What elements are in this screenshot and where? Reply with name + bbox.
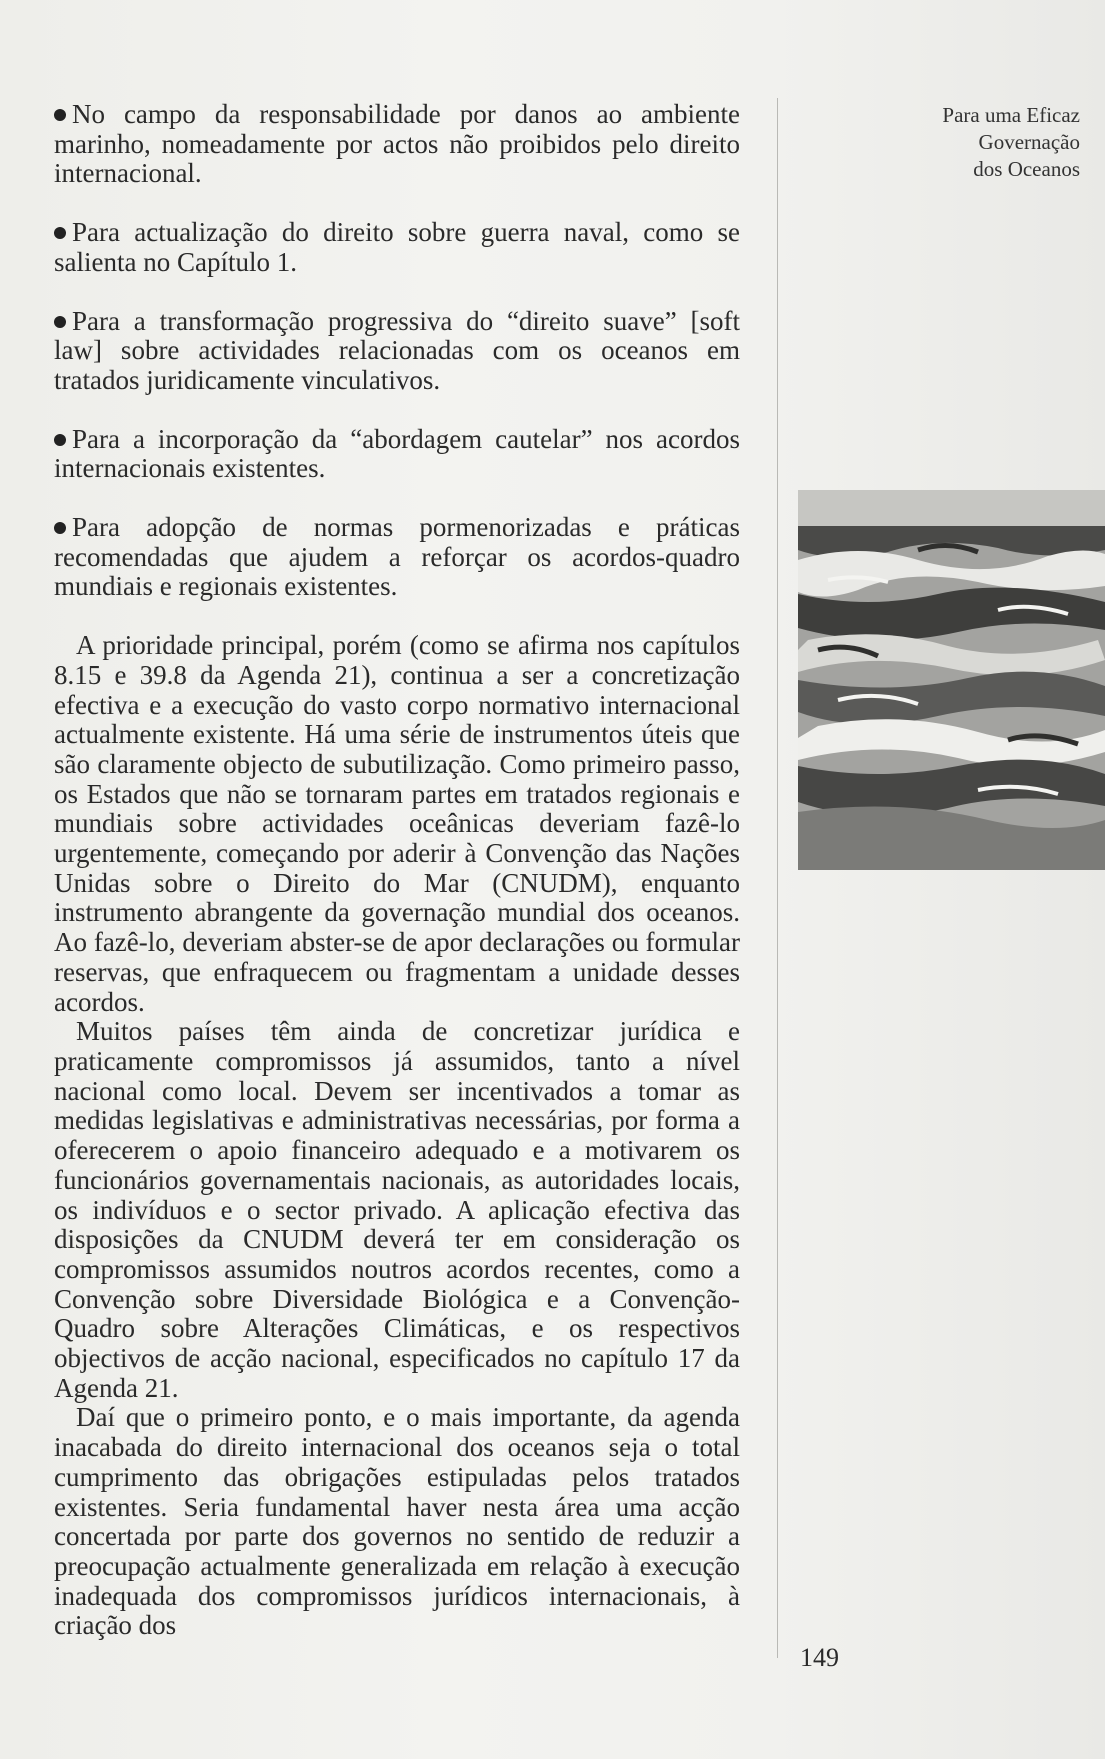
column-divider xyxy=(777,98,778,1658)
running-header xyxy=(900,102,1080,183)
running-header-line: dos Oceanos xyxy=(973,157,1080,181)
bullet-text: Para adopção de normas pormenorizadas e práticas recomendadas que ajudem a reforçar os acordos-quadro mundiais e regionais existentes. xyxy=(54,512,740,602)
body-paragraph: Muitos países têm ainda de concretizar jurídica e praticamente compromissos já assumidos, tanto a nível nacional como local. Devem ser incentivados a tomar as medidas legislativas e administrativas necessárias, por forma a oferecerem o apoio financeiro adequado e a motivarem os funcionários governamentais nacionais, as autoridades locais, os indivíduos e o sector privado. A aplicação efectiva das disposições da CNUDM deverá ter em consideração os compromissos assumidos noutros acordos recentes, como a Convenção sobre Diversidade Biológica e a Convenção-Quadro sobre Alterações Climáticas, e os respectivos objectivos de acção nacional, especificados no capítulo 17 da Agenda 21. xyxy=(54,1016,740,1403)
bullet-icon xyxy=(54,434,66,446)
body-paragraph: Daí que o primeiro ponto, e o mais importante, da agenda inacabada do direito internacional dos oceanos seja o total cumprimento das obrigações estipuladas pelos tratados existentes. Seria fundamental haver nesta área uma acção concertada por parte dos governos no sentido de reduzir a preocupação actualmente generalizada em relação à execução inadequada dos compromissos jurídicos internacionais, à criação dos xyxy=(54,1402,740,1641)
bullet-item xyxy=(54,425,740,484)
bullet-icon xyxy=(54,316,66,328)
main-text-column xyxy=(54,100,740,1641)
bullet-text: Para a transformação progressiva do “direito suave” [soft law] sobre actividades relacionadas com os oceanos em tratados juridicamente vinculativos. xyxy=(54,305,740,395)
page-number: 149 xyxy=(800,1643,839,1672)
bullet-item xyxy=(54,218,740,277)
bullet-icon xyxy=(54,109,66,121)
bullet-icon xyxy=(54,227,66,239)
running-header-line: Governação xyxy=(978,130,1080,154)
bullet-item xyxy=(54,513,740,602)
running-header-line: Para uma Eficaz xyxy=(942,103,1080,127)
bullet-icon xyxy=(54,522,66,534)
bullet-text: Para a incorporação da “abordagem cautelar” nos acordos internacionais existentes. xyxy=(54,423,740,484)
bullet-text: Para actualização do direito sobre guerra naval, como se salienta no Capítulo 1. xyxy=(54,217,740,277)
body-paragraph: A prioridade principal, porém (como se afirma nos capítulos 8.15 e 39.8 da Agenda 21), continua a ser a concretização efectiva e a execução do vasto corpo normativo internacional actualmente existente. Há uma série de instrumentos úteis que são claramente objecto de subutilização. Como primeiro passo, os Estados que não se tornaram partes em tratados regionais e mundiais sobre actividades oceânicas deveriam fazê-lo urgentemente, começando por aderir à Convenção das Nações Unidas sobre o Direito do Mar (CNUDM), enquanto instrumento abrangente da governação mundial dos oceanos. Ao fazê-lo, deveriam abster-se de apor declarações ou formular reservas, que enfraquecem ou fragmentam a unidade desses acordos. xyxy=(54,630,740,1017)
bullet-text: No campo da responsabilidade por danos ao ambiente marinho, nomeadamente por actos não proibidos pelo direito internacional. xyxy=(54,99,740,189)
ocean-waves-photo xyxy=(798,490,1105,870)
bullet-item xyxy=(54,307,740,396)
bullet-item xyxy=(54,100,740,189)
